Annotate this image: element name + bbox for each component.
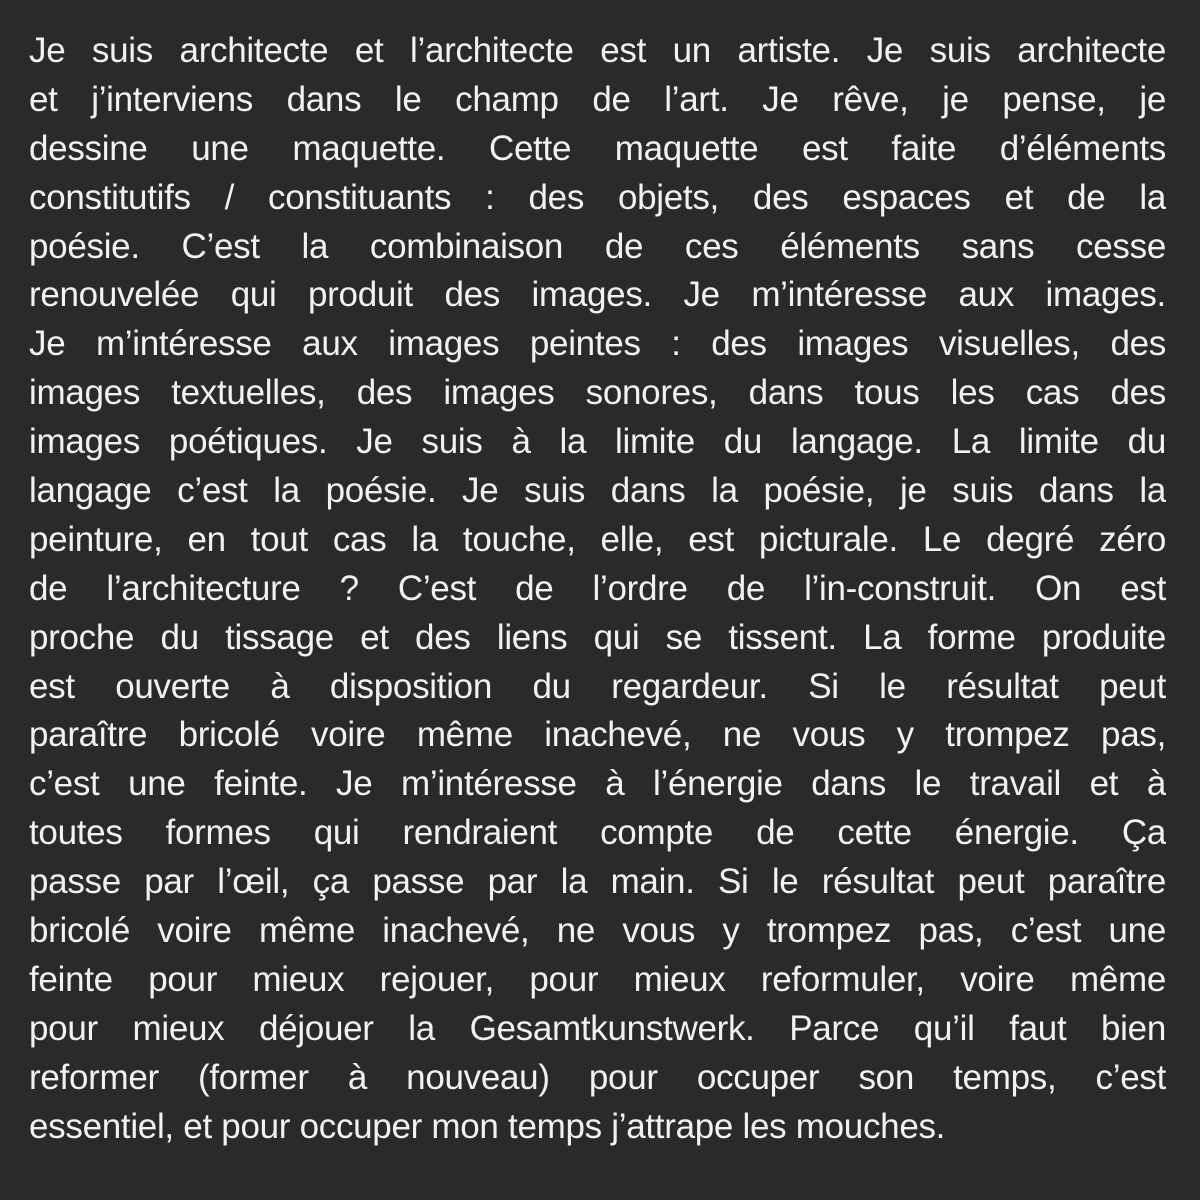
text-line: reformer (former à nouveau) pour occuper son temps, c’est: [29, 1057, 1166, 1097]
text-line: Je suis architecte et l’architecte est un artiste. Je suis architecte: [29, 31, 1166, 70]
text-line: c’est une feinte. Je m’intéresse à l’énergie dans le travail et à: [29, 764, 1166, 804]
text-line: toutes formes qui rendraient compte de cette énergie. Ça: [29, 813, 1166, 853]
text-line: Je m’intéresse aux images peintes : des images visuelles, des: [29, 324, 1166, 364]
text-line: images textuelles, des images sonores, dans tous les cas des: [29, 373, 1166, 413]
text-line-last: essentiel, et pour occuper mon temps j’attrape les mouches.: [29, 1106, 946, 1146]
text-line: langage c’est la poésie. Je suis dans la poésie, je suis dans la: [29, 471, 1166, 511]
text-line: poésie. C’est la combinaison de ces éléments sans cesse: [29, 226, 1166, 266]
text-line: feinte pour mieux rejouer, pour mieux reformuler, voire même: [29, 959, 1166, 999]
statement-paragraph: [29, 27, 1166, 1151]
text-line: est ouverte à disposition du regardeur. Si le résultat peut: [29, 666, 1166, 706]
text-line: pour mieux déjouer la Gesamtkunstwerk. Parce qu’il faut bien: [29, 1008, 1166, 1048]
text-line: de l’architecture ? C’est de l’ordre de l’in-construit. On est: [29, 568, 1166, 608]
text-line: dessine une maquette. Cette maquette est faite d’éléments: [29, 128, 1166, 168]
text-line: proche du tissage et des liens qui se tissent. La forme produite: [29, 617, 1166, 657]
text-line: images poétiques. Je suis à la limite du langage. La limite du: [29, 422, 1166, 462]
text-line: renouvelée qui produit des images. Je m’intéresse aux images.: [29, 275, 1166, 315]
text-line: et j’interviens dans le champ de l’art. Je rêve, je pense, je: [29, 79, 1166, 119]
text-line: constitutifs / constituants : des objets, des espaces et de la: [29, 177, 1166, 217]
text-line: paraître bricolé voire même inachevé, ne vous y trompez pas,: [29, 715, 1166, 755]
text-line: bricolé voire même inachevé, ne vous y trompez pas, c’est une: [29, 911, 1166, 951]
text-line: peinture, en tout cas la touche, elle, est picturale. Le degré zéro: [29, 519, 1166, 559]
text-line: passe par l’œil, ça passe par la main. Si le résultat peut paraître: [29, 862, 1166, 902]
